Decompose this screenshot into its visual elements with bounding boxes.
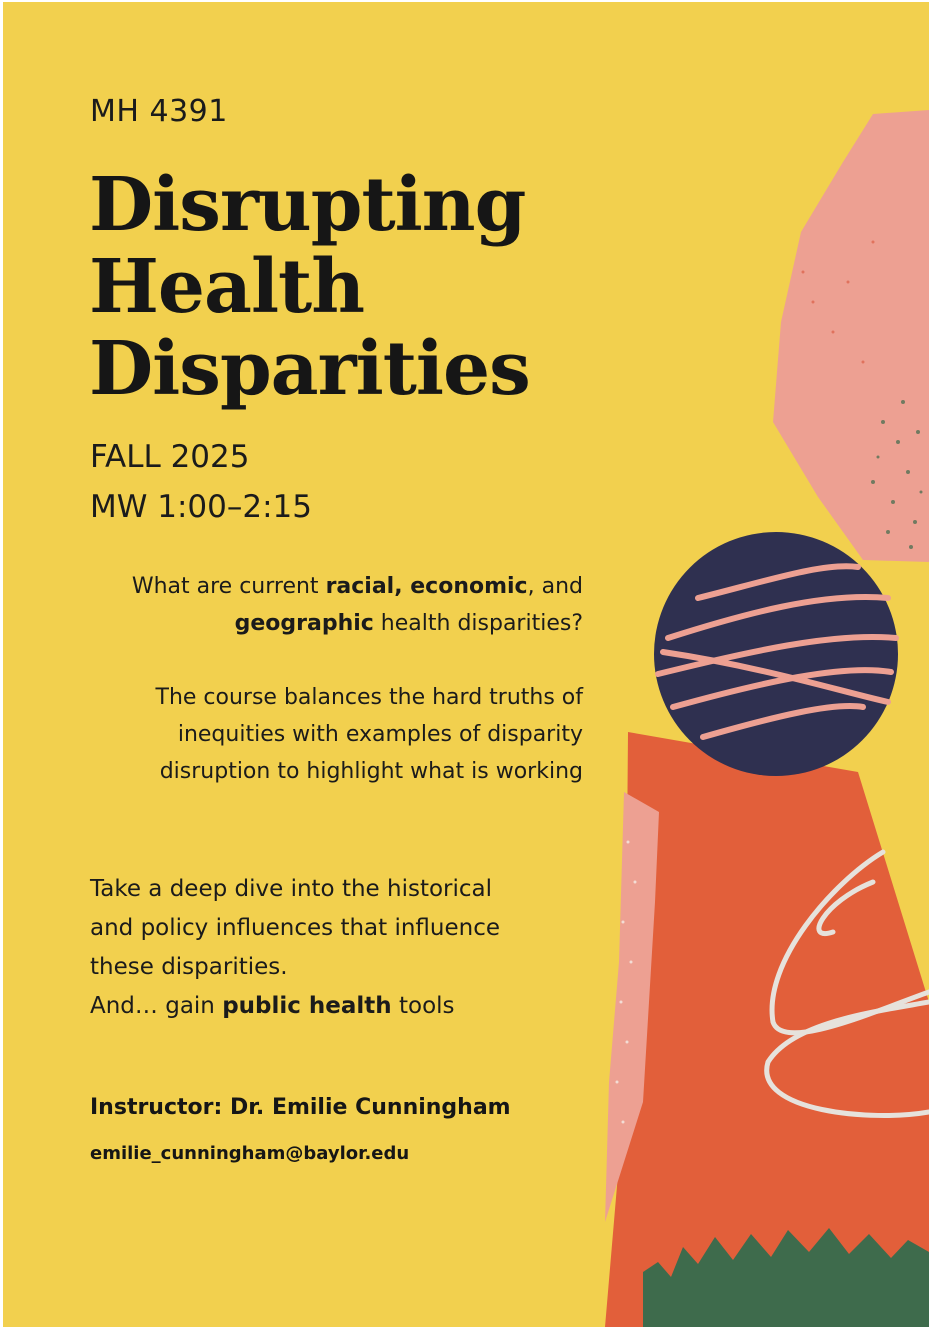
question-bold-text: geographic [234, 611, 374, 636]
pitch-text: tools [391, 993, 455, 1019]
title-line-3: Disparities [89, 326, 530, 412]
course-pitch [90, 870, 500, 1026]
description-line: inequities with examples of disparity [177, 722, 583, 747]
guiding-question [83, 568, 583, 642]
pitch-text: And… gain [90, 993, 223, 1019]
instructor-email: emilie_cunningham@baylor.edu [90, 1143, 410, 1164]
course-code: MH 4391 [90, 94, 228, 129]
pitch-line: these disparities. [90, 954, 288, 980]
schedule-label: MW 1:00–2:15 [90, 489, 312, 525]
pink-octagon-shape [773, 110, 929, 562]
question-text: What are current [131, 574, 326, 599]
term-label: FALL 2025 [90, 439, 250, 475]
pitch-line: and policy influences that influence [90, 915, 501, 941]
description-line: disruption to highlight what is working [159, 759, 583, 784]
question-bold-text: racial, economic [325, 574, 528, 599]
term-and-schedule [90, 432, 312, 532]
pitch-bold-text: public health [222, 993, 392, 1019]
pitch-line [90, 987, 500, 1026]
title-line-2: Health [89, 244, 365, 330]
pitch-line: Take a deep dive into the historical [90, 876, 493, 902]
title-line-1: Disrupting [89, 162, 526, 248]
description-line: The course balances the hard truths of [155, 685, 583, 710]
course-description [83, 679, 583, 790]
question-line-1 [83, 568, 583, 605]
instructor-name: Instructor: Dr. Emilie Cunningham [90, 1095, 511, 1120]
course-title [89, 164, 530, 410]
question-line-2 [83, 605, 583, 642]
question-text: health disparities? [373, 611, 583, 636]
course-poster [3, 2, 929, 1327]
question-text: , and [527, 574, 583, 599]
